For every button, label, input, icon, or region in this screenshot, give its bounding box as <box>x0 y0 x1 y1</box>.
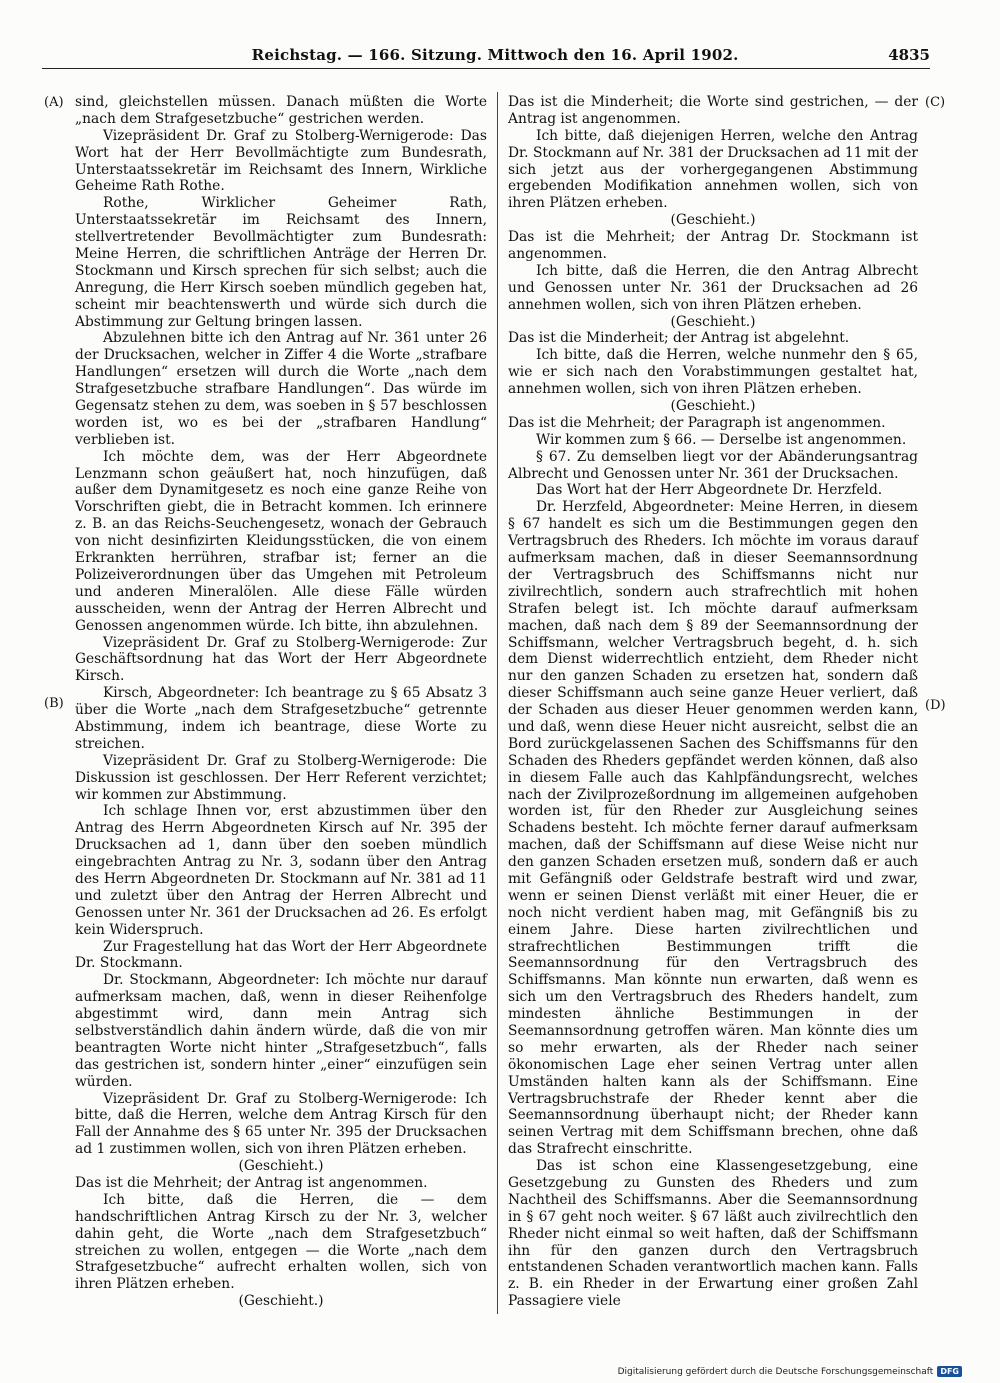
stage-direction: (Geschieht.) <box>238 1293 324 1310</box>
paragraph: § 67. Zu demselben liegt vor der Abänderungsantrag Albrecht und Genossen unter Nr. 361 der Drucksachen. <box>508 448 918 482</box>
page-number: 4835 <box>888 46 930 64</box>
paragraph: Ich bitte, daß die Herren, welche nunmehr den § 65, wie er sich nach den Vorabstimmungen gestaltet hat, annehmen wollen, sich von ihren Plätzen erheben. <box>508 347 918 398</box>
paragraph: Rothe, Wirklicher Geheimer Rath, Unterstaatssekretär im Reichsamt des Innern, stellvertretender Bevollmächtigter zum Bundesrath: Meine Herren, die schriftlichen Anträge der Herren Dr. Stockmann und Kirsch sprechen für sich selbst; auch die Anregung, die Herr Kirsch soeben mündlich gegeben hat, scheint mir beachtenswerth und würde sich durch die Abstimmung zur Geltung bringen lassen. <box>75 195 487 330</box>
paragraph: Das ist die Mehrheit; der Antrag ist angenommen. <box>75 1175 428 1191</box>
margin-marker-a: (A) <box>44 95 64 110</box>
paragraph: Ich möchte dem, was der Herr Abgeordnete Lenzmann schon geäußert hat, noch hinzufügen, daß außer dem Dynamitgesetz es noch eine ganze Reihe von Vorschriften giebt, die in Betracht kommen. Ich erinnere z. B. an das Reichs-Seuchengesetz, wonach der Gebrauch von nicht desinfizirten Kleidungsstücken, die von einem Erkrankten herrühren, strafbar ist; ferner an die Polizeiverordnungen über das Umgehen mit Petroleum und anderen Mineralölen. Alle diese Fälle würden ausscheiden, wenn der Antrag der Herren Albrecht und Genossen angenommen würde. Ich bitte, ihn abzulehnen. <box>75 448 487 634</box>
left-column <box>75 94 487 1310</box>
paragraph: Kirsch, Abgeordneter: Ich beantrage zu § 65 Absatz 3 über die Worte „nach dem Strafgesetzbuche“ getrennte Abstimmung, indem ich beantrage, diese Worte zu streichen. <box>75 685 487 752</box>
paragraph: Das ist die Minderheit; die Worte sind gestrichen, — der Antrag ist angenommen. <box>508 94 918 127</box>
paragraph: sind, gleichstellen müssen. Danach müßten die Worte „nach dem Strafgesetzbuche“ gestrichen werden. <box>75 94 487 127</box>
paragraph: Vizepräsident Dr. Graf zu Stolberg-Wernigerode: Zur Geschäftsordnung hat das Wort der Herr Abgeordnete Kirsch. <box>75 634 487 685</box>
footer <box>618 1366 962 1377</box>
stage-direction: (Geschieht.) <box>670 212 756 229</box>
right-column <box>508 94 918 1310</box>
paragraph: Dr. Herzfeld, Abgeordneter: Meine Herren, in diesem § 67 handelt es sich um die Bestimmungen gegen den Vertragsbruch des Rheders. Ich möchte im voraus darauf aufmerksam machen, daß in dieser Seemannsordnung der Vertragsbruch des Schiffsmanns nicht nur zivilrechtlich, sondern auch strafrechtlich mit hohen Strafen belegt ist. Ich möchte darauf aufmerksam machen, daß nach dem § 89 der Seemannsordnung der Schiffsmann, welcher Vertragsbruch begeht, d. h. sich dem Dienst widerrechtlich entzieht, dem Rheder nicht nur den ganzen Schaden zu ersetzen hat, sondern daß dieser Schiffsmann auch seine ganze Heuer verliert, daß der Schaden aus dieser Heuer genommen werden kann, und daß, wenn diese Heuer nicht ausreicht, selbst die an Bord zurückgelassenen Sachen des Schiffsmanns für den Schaden des Rheders gepfändet werden können, daß also in diesem Falle auch das Kahlpfändungsrecht, welches nach der Zivilprozeßordnung im allgemeinen aufgehoben worden ist, für den Rheder zur Ausgleichung seines Schadens besteht. Ich möchte ferner darauf aufmerksam machen, daß der Schiffsmann auf diese Weise nicht nur den ganzen Schaden ersetzen muß, sondern daß er auch mit Gefängniß oder Geldstrafe bestraft wird und zwar, wenn er seinen Dienst verläßt mit einer Heuer, die er noch nicht verdient haben mag, mit Gefängniß bis zu einem Jahre. Diese harten zivilrechtlichen und strafrechtlichen Bestimmungen trifft die Seemannsordnung für den Vertragsbruch des Schiffsmanns. Man könnte nun erwarten, daß wenn es sich um den Vertragsbruch des Rheders handelt, zum mindesten ähnliche Bestimmungen in der Seemannsordnung getroffen wären. Man könnte dies um so mehr erwarten, als der Rheder nach seiner ökonomischen Lage eher seinen Vertrag unter allen Umständen halten kann als der Schiffsmann. Eine Vertragsbruchstrafe der Rheder kennt aber die Seemannsordnung überhaupt nicht; der Rheder kann seinen Vertrag mit dem Schiffsmann brechen, ohne daß das Strafrecht einschritte. <box>508 499 918 1158</box>
margin-marker-d: (D) <box>925 698 946 713</box>
dfg-logo: DFG <box>937 1366 962 1377</box>
paragraph: Abzulehnen bitte ich den Antrag auf Nr. 361 unter 26 der Drucksachen, welcher in Ziffer 4 die Worte „strafbare Handlungen“ ersetzen will durch die Worte „nach dem Strafgesetzbuche strafbare Handlungen“. Das würde im Gegensatz stehen zu dem, was soeben in § 57 beschlossen worden ist, wo es bei der „strafbaren Handlung“ verblieben ist. <box>75 330 487 448</box>
paragraph: Zur Fragestellung hat das Wort der Herr Abgeordnete Dr. Stockmann. <box>75 938 487 972</box>
paragraph: Ich bitte, daß diejenigen Herren, welche den Antrag Dr. Stockmann auf Nr. 381 der Drucksachen ad 11 mit der sich jetzt aus der vorhergegangenen Abstimmung ergebenden Modifikation annehmen wollen, sich von ihren Plätzen erheben. <box>508 127 918 212</box>
stage-direction: (Geschieht.) <box>670 313 756 330</box>
paragraph: Das ist die Mehrheit; der Paragraph ist angenommen. <box>508 414 886 431</box>
paragraph: Wir kommen zum § 66. — Derselbe ist angenommen. <box>536 431 907 448</box>
margin-marker-b: (B) <box>44 696 64 711</box>
paragraph: Dr. Stockmann, Abgeordneter: Ich möchte nur darauf aufmerksam machen, daß, wenn in dieser Reihenfolge abgestimmt wird, dann mein Antrag sich selbstverständlich dahin ändern würde, daß die von mir beantragten Worte nicht hinter „Strafgesetzbuch“, falls das gestrichen ist, sondern hinter „einer“ einzufügen sein würden. <box>75 972 487 1090</box>
paragraph: Vizepräsident Dr. Graf zu Stolberg-Wernigerode: Die Diskussion ist geschlossen. Der Herr Referent verzichtet; wir kommen zur Abstimmung. <box>75 752 487 803</box>
stage-direction: (Geschieht.) <box>670 398 756 415</box>
paragraph: Das Wort hat der Herr Abgeordnete Dr. Herzfeld. <box>536 482 883 499</box>
paragraph: Ich schlage Ihnen vor, erst abzustimmen über den Antrag des Herrn Abgeordneten Kirsch auf Nr. 395 der Drucksachen ad 1, dann über den soeben mündlich eingebrachten Antrag zu Nr. 3, sodann über den Antrag des Herrn Abgeordneten Dr. Stockmann auf Nr. 381 ad 11 und zuletzt über den Antrag der Herren Albrecht und Genossen unter Nr. 361 der Drucksachen ad 26. Es erfolgt kein Widerspruch. <box>75 803 487 938</box>
stage-direction: (Geschieht.) <box>238 1158 324 1175</box>
paragraph: Das ist schon eine Klassengesetzgebung, eine Gesetzgebung zu Gunsten des Rheders und zum Nachtheil des Schiffsmanns. Aber die Seemannsordnung in § 67 geht noch weiter. § 67 läßt auch zivilrechtlich den Rheder nicht einmal so weit haften, daß der Schiffsmann ihn für den ganzen durch den Vertragsbruch entstandenen Schaden verantwortlich machen kann. Falls z. B. ein Rheder in der Erwartung einer großen Zahl Passagiere viele <box>508 1158 918 1310</box>
paragraph: Vizepräsident Dr. Graf zu Stolberg-Wernigerode: Ich bitte, daß die Herren, welche dem Antrag Kirsch für den Fall der Annahme des § 65 unter Nr. 395 der Drucksachen ad 1 zustimmen wollen, sich von ihren Plätzen erheben. <box>75 1090 487 1158</box>
paragraph: Das ist die Mehrheit; der Antrag Dr. Stockmann ist angenommen. <box>508 229 918 263</box>
footer-text: Digitalisierung gefördert durch die Deutsche Forschungsgemeinschaft <box>617 1366 934 1377</box>
page-title: Reichstag. — 166. Sitzung. Mittwoch den 16. April 1902. <box>251 46 739 64</box>
paragraph: Das ist die Minderheit; der Antrag ist abgelehnt. <box>508 330 850 347</box>
paragraph: Vizepräsident Dr. Graf zu Stolberg-Wernigerode: Das Wort hat der Herr Bevollmächtigte zum Bundesrath, Unterstaatssekretär im Reichsamt des Innern, Wirkliche Geheime Rath Rothe. <box>75 127 487 195</box>
page-header <box>42 46 930 69</box>
paragraph: Ich bitte, daß die Herren, die — dem handschriftlichen Antrag Kirsch zu der Nr. 3, welcher dahin geht, die Worte „nach dem Strafgesetzbuch“ streichen zu wollen, entgegen — die Worte „nach dem Strafgesetzbuche“ aufrecht erhalten wollen, sich von ihren Plätzen erheben. <box>75 1191 487 1293</box>
column-divider <box>497 92 498 1314</box>
margin-marker-c: (C) <box>925 95 946 110</box>
paragraph: Ich bitte, daß die Herren, die den Antrag Albrecht und Genossen unter Nr. 361 der Drucksachen ad 26 annehmen wollen, sich von ihren Plätzen erheben. <box>508 262 918 313</box>
